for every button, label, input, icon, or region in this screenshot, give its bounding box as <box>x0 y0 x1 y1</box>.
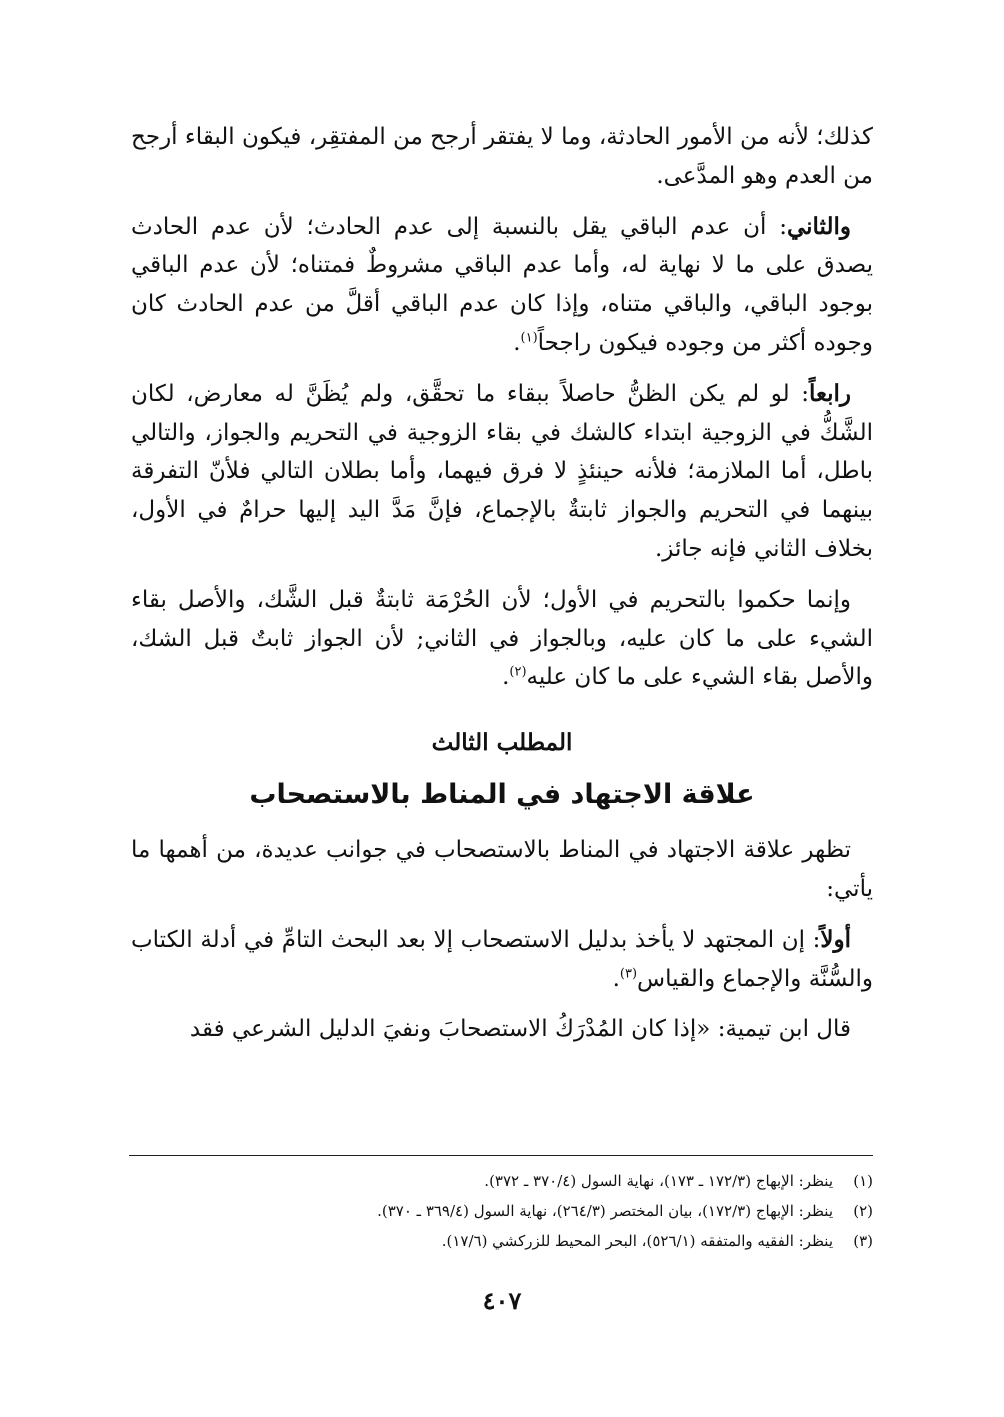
footnote-text: ينظر: الإبهاج (١٧٢/٣)، بيان المختصر (٢٦٤/٣)، نهاية السول (٣٦٩/٤ ـ ٣٧٠). <box>377 1202 833 1220</box>
main-text <box>131 118 873 1061</box>
paragraph: وإنما حكموا بالتحريم في الأول؛ لأن الحُرْمَة ثابتةٌ قبل الشَّك، والأصل بقاء الشيء على ما كان عليه، وبالجواز في الثاني; لأن الجواز ثابتٌ قبل الشك، والأصل بقاء الشيء على ما كان عليه$^{(٢)}$. <box>131 586 873 691</box>
footnote-ref: (١) <box>520 330 538 346</box>
footnote-text: ينظر: الإبهاج (١٧٢/٣ ـ ١٧٣)، نهاية السول (٣٧٠/٤ ـ ٣٧٢). <box>484 1172 833 1190</box>
paragraph: أولاً: إن المجتهد لا يأخذ بدليل الاستصحاب إلا بعد البحث التامِّ في أدلة الكتاب والسُّنَّة والإجماع والقياس$^{(٣)}$. <box>131 925 873 992</box>
footnote-number: (٢) <box>853 1202 873 1220</box>
footnote-ref: (٢) <box>509 664 527 680</box>
paragraph-text: : لو لم يكن الظنُّ حاصلاً ببقاء ما تحقَّق، ولم يُظَنَّ له معارض، لكان الشَّكُّ في الزوجية ابتداء كالشك في بقاء الزوجية في التحريم والجواز، والتالي باطل، أما الملازمة؛ فلأنه حينئذٍ لا فرق فيهما، وأما بطلان التالي فلأنّ التفرقة بينهما في التحريم والجواز ثابتةٌ بالإجماع، فإنَّ مَدَّ اليد إليها حرامٌ في الأول، بخلاف الثاني فإنه جائز. <box>131 380 873 562</box>
paragraph: والثاني: أن عدم الباقي يقل بالنسبة إلى عدم الحادث؛ لأن عدم الحادث يصدق على ما لا نهاية له، وأما عدم الباقي مشروطٌ فمتناه؛ لأن عدم الباقي بوجود الباقي، والباقي متناه، وإذا كان عدم الباقي أقلَّ من عدم الحادث كان وجوده أكثر من وجوده فيكون راجحاً$^{(١)}$. <box>131 212 873 356</box>
paragraph <box>131 118 873 196</box>
footnote-ref: (٣) <box>619 965 638 981</box>
paragraph <box>131 831 873 909</box>
footnote <box>129 1196 873 1226</box>
section-subtitle: المطلب الثالث <box>431 729 573 757</box>
paragraph <box>131 1010 873 1049</box>
footnote <box>129 1226 873 1256</box>
footnote-text: ينظر: الفقيه والمتفقه (٥٢٦/١)، البحر المحيط للزركشي (١٧/٦). <box>441 1232 833 1250</box>
footnote <box>129 1166 873 1196</box>
paragraph-text: كذلك؛ لأنه من الأمور الحادثة، وما لا يفتقر أرجح من المفتقِر، فيكون البقاء أرجح من العدم وهو المدَّعى. <box>131 124 873 189</box>
paragraph-text: وإنما حكموا بالتحريم في الأول؛ لأن الحُرْمَة ثابتةٌ قبل الشَّك، والأصل بقاء الشيء على ما كان عليه، وبالجواز في الثاني; لأن الجواز ثابتٌ قبل الشك، والأصل بقاء الشيء على ما كان عليه <box>131 586 873 691</box>
paragraph-text: قال ابن تيمية: «إذا كان المُدْرَكُ الاستصحابَ ونفيَ الدليل الشرعي فقد <box>189 1016 851 1043</box>
paragraph <box>131 375 873 569</box>
paragraph-text: تظهر علاقة الاجتهاد في المناط بالاستصحاب في جوانب عديدة، من أهمها ما يأتي: <box>131 837 873 902</box>
paragraph-lead: أولاً <box>820 925 851 953</box>
footnote-divider <box>129 1155 873 1156</box>
paragraph-text: : أن عدم الباقي يقل بالنسبة إلى عدم الحادث؛ لأن عدم الحادث يصدق على ما لا نهاية له، وأما عدم الباقي مشروطٌ فمتناه؛ لأن عدم الباقي بوجود الباقي، والباقي متناه، وإذا كان عدم الباقي أقلَّ من عدم الحادث كان وجوده أكثر من وجوده فيكون راجحاً <box>131 213 873 356</box>
page-number: ٤٠٧ <box>482 1286 522 1315</box>
footnote-number: (١) <box>853 1172 873 1190</box>
paragraph-lead: والثاني <box>786 212 851 240</box>
section-title: علاقة الاجتهاد في المناط بالاستصحاب <box>249 779 755 811</box>
footnotes <box>129 1166 873 1256</box>
footnote-number: (٣) <box>853 1232 873 1250</box>
paragraph-text: : إن المجتهد لا يأخذ بدليل الاستصحاب إلا بعد البحث التامِّ في أدلة الكتاب والسُّنَّة والإجماع والقياس <box>131 926 873 992</box>
paragraph-lead: رابعاً <box>808 379 851 407</box>
